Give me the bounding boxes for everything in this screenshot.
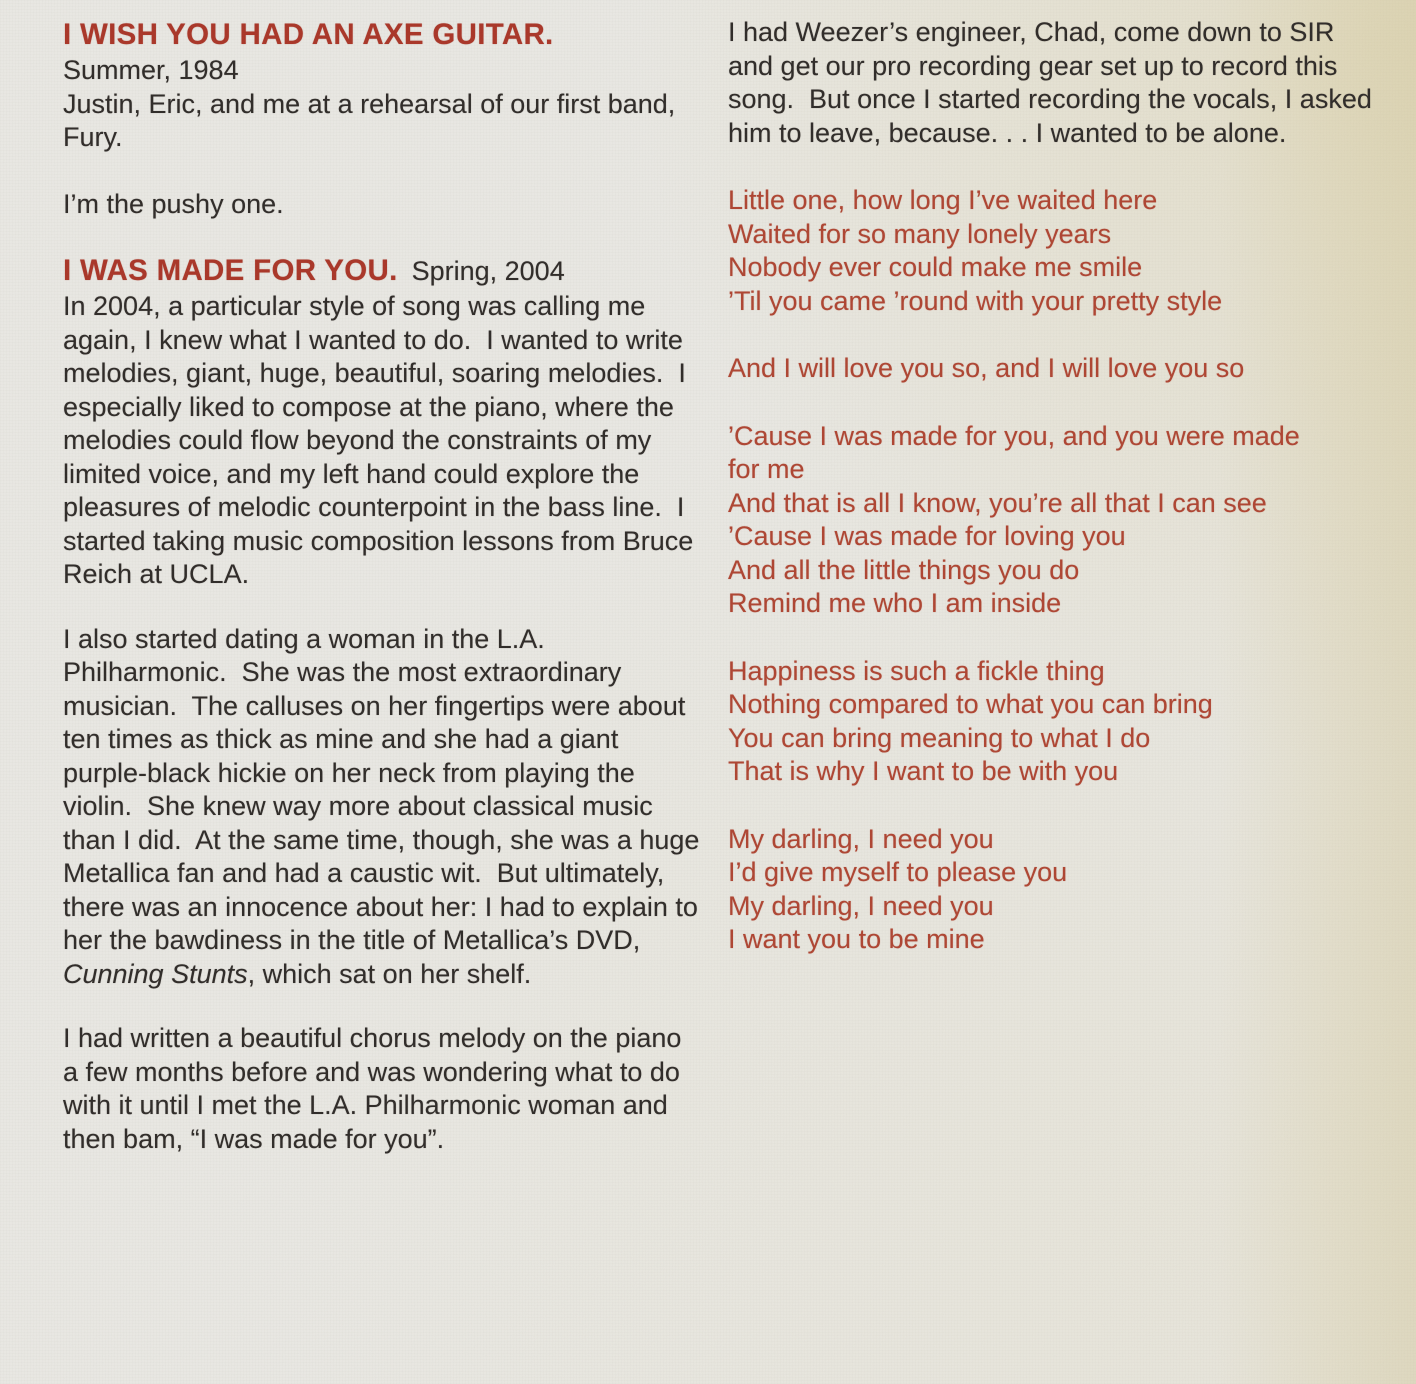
dvd-title-italic: Cunning Stunts — [63, 958, 248, 989]
song-date: Summer, 1984 — [63, 55, 239, 85]
song-title: I WISH YOU HAD AN AXE GUITAR. — [63, 18, 554, 51]
song-heading-made-for-you — [63, 252, 703, 290]
lyric-line: Nobody ever could make me smile — [728, 252, 1143, 282]
lyrics-stanza — [728, 352, 1380, 386]
song-heading-axe-guitar — [63, 16, 703, 54]
lyric-line: Remind me who I am inside — [728, 588, 1062, 618]
lyric-line: I’d give myself to please you — [728, 857, 1068, 887]
lyric-line: My darling, I need you — [728, 890, 994, 921]
lyric-line: And I will love you so, and I will love you so — [728, 353, 1245, 383]
right-column — [728, 16, 1380, 957]
lyric-line: ’Cause I was made for you, and you were made — [728, 420, 1300, 451]
lyric-line: Waited for so many lonely years — [728, 218, 1112, 249]
lyric-line: for me — [728, 454, 805, 484]
lyrics-stanza — [728, 655, 1380, 789]
lyrics-stanza — [728, 420, 1380, 621]
lyric-line: You can bring meaning to what I do — [728, 722, 1151, 753]
body-paragraph: I had Weezer’s engineer, Chad, come down to SIR and get our pro recording gear set up to record this song. But once I started recording the vocals, I asked him to leave, because. . . I wanted to be alone. — [728, 17, 1380, 148]
lyric-line: Little one, how long I’ve waited here — [728, 185, 1158, 215]
lyric-line: And all the little things you do — [728, 554, 1080, 585]
lyric-line: That is why I want to be with you — [728, 756, 1119, 786]
lyrics-block — [728, 184, 1380, 957]
left-column — [63, 16, 707, 1156]
lyric-line: My darling, I need you — [728, 823, 994, 854]
lyric-line: And that is all I know, you’re all that I can see — [728, 487, 1267, 518]
lyric-line: ’Cause I was made for loving you — [728, 521, 1126, 551]
photo-caption: Justin, Eric, and me at a rehearsal of our first band, Fury. — [63, 88, 683, 152]
lyrics-stanza — [728, 184, 1380, 318]
song-title: I WAS MADE FOR YOU. — [63, 254, 398, 287]
lyric-line: I want you to be mine — [728, 924, 985, 954]
lyric-line: ’Til you came ’round with your pretty style — [728, 285, 1223, 316]
body-paragraph: I had written a beautiful chorus melody on the piano a few months before and was wondering what to do with it until I met the L.A. Philharmonic woman and then bam, “I was made for you”. — [63, 1023, 689, 1154]
song-date: Spring, 2004 — [411, 256, 565, 286]
body-paragraph: In 2004, a particular style of song was calling me again, I knew what I wanted to do. I wanted to write melodies, giant, huge, beautiful, soaring melodies. I especially liked to compose at the piano, where the melodies could flow beyond the constraints of my limited voice, and my left hand could explore the pleasures of melodic counterpoint in the bass line. I started taking music composition lessons from Bruce Reich at UCLA. — [63, 291, 701, 589]
lyric-line: Nothing compared to what you can bring — [728, 689, 1213, 719]
caption-note: I’m the pushy one. — [63, 188, 284, 219]
paragraph-text: , which sat on her shelf. — [247, 958, 532, 989]
lyric-line: Happiness is such a fickle thing — [728, 655, 1105, 686]
paragraph-text: I also started dating a woman in the L.A. Philharmonic. She was the most extraordinary musician. The calluses on her fingertips were about ten times as thick as mine and she had a giant purple-black hickie on her neck from playing the violin. She knew way more about classical music than I did. At the same time, though, she was a huge Metallica fan and had a caustic wit. But ultimately, there was an innocence about her: I had to explain to her the bawdiness in the title of Metallica’s DVD, — [63, 623, 707, 955]
lyrics-stanza — [728, 823, 1380, 957]
body-paragraph — [63, 623, 707, 992]
